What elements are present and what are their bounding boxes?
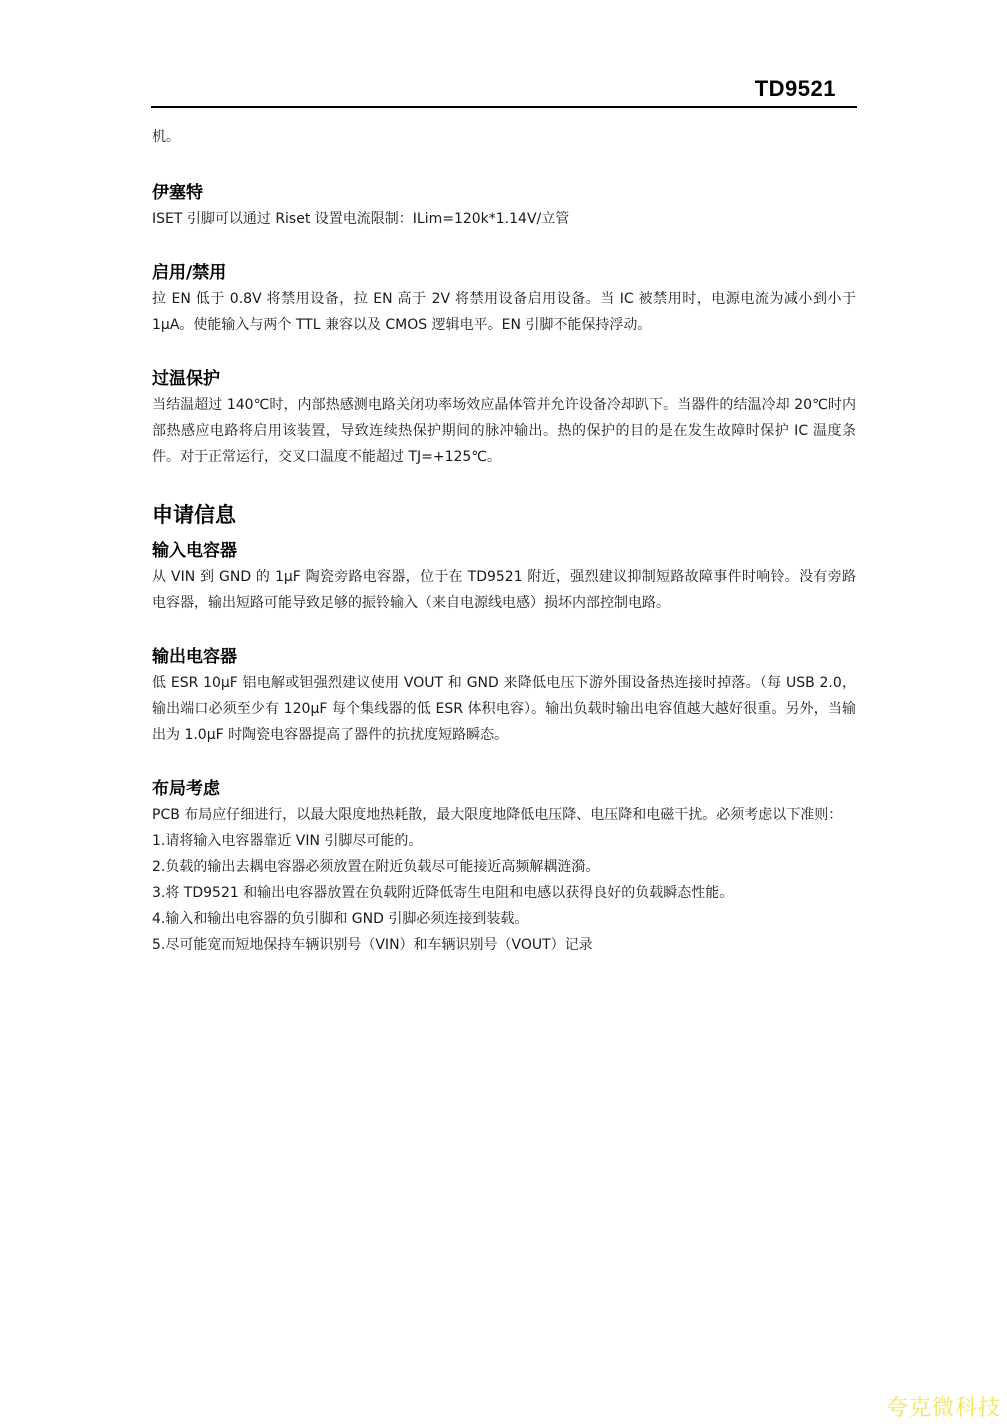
layout-guideline-item: 5.尽可能宽而短地保持车辆识别号（VIN）和车辆识别号（VOUT）记录 xyxy=(152,937,593,953)
header-divider xyxy=(151,106,857,108)
section-heading-output-capacitor: 输出电容器 xyxy=(152,647,237,667)
application-title: 申请信息 xyxy=(152,503,236,527)
layout-intro: PCB 布局应仔细进行，以最大限度地热耗散，最大限度地降低电压降、电压降和电磁干扰。必须考虑以下准则： xyxy=(152,807,843,823)
section-heading-enable: 启用/禁用 xyxy=(152,263,227,283)
layout-guideline-item: 4.输入和输出电容器的负引脚和 GND 引脚必须连接到装载。 xyxy=(152,911,529,927)
continuation-text: 机。 xyxy=(152,129,180,145)
layout-guideline-item: 2.负载的输出去耦电容器必须放置在附近负载尽可能接近高频解耦涟漪。 xyxy=(152,859,600,875)
section-heading-iset: 伊塞特 xyxy=(152,183,203,203)
section-heading-thermal: 过温保护 xyxy=(152,369,220,389)
section-thermal xyxy=(152,366,856,470)
page-content xyxy=(152,124,856,986)
section-layout xyxy=(152,776,856,958)
section-body-input-capacitor: 从 VIN 到 GND 的 1μF 陶瓷旁路电容器，位于在 TD9521 附近，强烈建议抑制短路故障事件时响铃。没有旁路电容器，输出短路可能导致足够的振铃输入（来自电源线电感）损坏内部控制电路。 xyxy=(152,569,856,611)
section-output-capacitor xyxy=(152,644,856,748)
section-body-iset: ISET 引脚可以通过 Riset 设置电流限制：ILim=120k*1.14V/立管 xyxy=(152,211,570,227)
section-body-thermal: 当结温超过 140℃时，内部热感测电路关闭功率场效应晶体管并允许设备冷却趴下。当器件的结温冷却 20℃时内部热感应电路将启用该装置，导致连续热保护期间的脉冲输出。热的保护的目的是在发生故障时保护 IC 温度条件。对于正常运行，交叉口温度不能超过 TJ=+125℃。 xyxy=(152,397,856,465)
section-body-output-capacitor: 低 ESR 10μF 铝电解或钽强烈建议使用 VOUT 和 GND 来降低电压下游外围设备热连接时掉落。（每 USB 2.0，输出端口必须至少有 120μF 每个集线器的低 ESR 体积电容）。输出负载时输出电容值越大越好很重。另外，当输出为 1.0μF 时陶瓷电容器提高了器件的抗扰度短路瞬态。 xyxy=(152,675,856,743)
section-heading-layout: 布局考虑 xyxy=(152,779,220,799)
layout-guideline-item: 3.将 TD9521 和输出电容器放置在负载附近降低寄生电阻和电感以获得良好的负载瞬态性能。 xyxy=(152,885,734,901)
section-iset xyxy=(152,180,856,232)
section-enable xyxy=(152,260,856,338)
document-title: TD9521 xyxy=(754,76,836,101)
layout-guideline-item: 1.请将输入电容器靠近 VIN 引脚尽可能的。 xyxy=(152,833,423,849)
section-input-capacitor xyxy=(152,538,856,616)
watermark-text: 夸克微科技 xyxy=(885,1396,1001,1421)
section-body-enable: 拉 EN 低于 0.8V 将禁用设备，拉 EN 高于 2V 将禁用设备启用设备。当 IC 被禁用时，电源电流为减小到小于 1μA。使能输入与两个 TTL 兼容以及 CMOS 逻辑电平。EN 引脚不能保持浮动。 xyxy=(152,291,856,333)
section-heading-input-capacitor: 输入电容器 xyxy=(152,541,237,561)
